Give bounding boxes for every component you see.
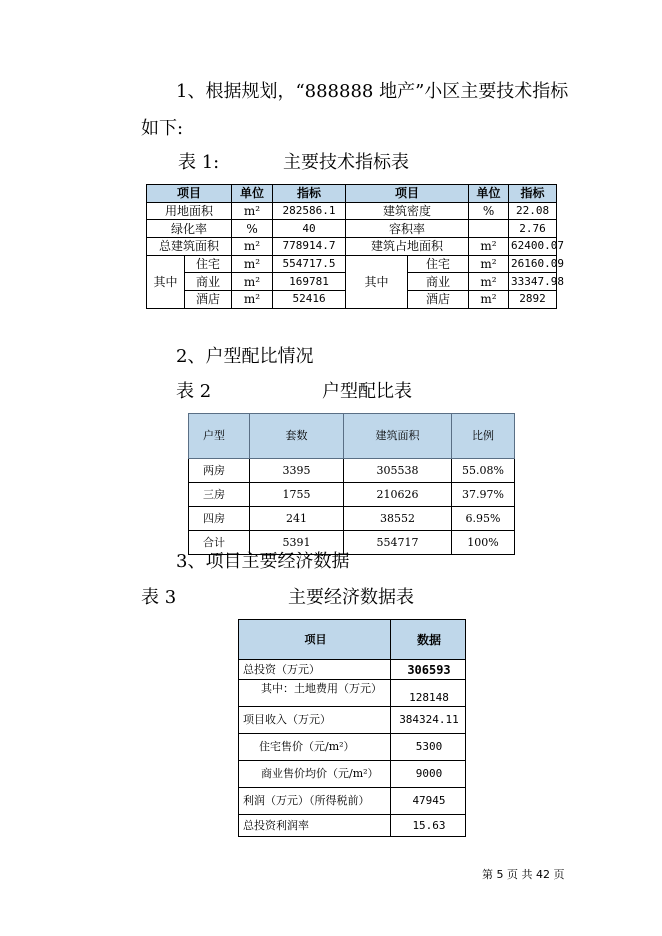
table-cell: 47945	[391, 788, 466, 815]
table-cell: 22.08	[509, 202, 557, 220]
technical-indicators-table	[146, 184, 564, 309]
table-header-cell: 建筑面积	[344, 414, 452, 459]
table-cell: 306593	[391, 660, 466, 680]
table-cell: 55.08%	[452, 459, 515, 483]
table-group-label: 其中	[346, 255, 408, 308]
intro-line-2: 如下:	[141, 118, 184, 139]
table-cell: 384324.11	[391, 707, 466, 734]
table-cell: 52416	[273, 291, 346, 309]
table2-label: 表 2	[176, 381, 212, 402]
table-cell: 40	[273, 220, 346, 238]
table-cell: 其中：土地费用（万元）	[239, 680, 391, 707]
table-cell: m²	[232, 273, 273, 291]
table-cell: m²	[232, 238, 273, 256]
table-cell: 1755	[250, 483, 344, 507]
table-cell: 四房	[189, 507, 250, 531]
table-cell: 3395	[250, 459, 344, 483]
table-row	[239, 815, 466, 837]
table-cell: 住宅售价（元/m²）	[239, 734, 391, 761]
table-cell: 总投资（万元）	[239, 660, 391, 680]
table-cell: 15.63	[391, 815, 466, 837]
table-cell: m²	[469, 238, 509, 256]
table-cell: m²	[232, 202, 273, 220]
table-row	[189, 507, 515, 531]
table-cell: m²	[469, 273, 509, 291]
table-cell: 305538	[344, 459, 452, 483]
table-cell: m²	[232, 291, 273, 309]
table-cell: 酒店	[185, 291, 232, 309]
table-cell: 建筑密度	[346, 202, 469, 220]
economic-data-table	[238, 619, 466, 837]
table-row	[147, 202, 557, 220]
table-group-label: 其中	[147, 255, 185, 308]
table-row	[189, 483, 515, 507]
page-footer: 第 5 页 共 42 页	[482, 868, 565, 881]
table-row	[147, 220, 557, 238]
table-row	[189, 459, 515, 483]
table-row	[239, 707, 466, 734]
table-cell: 169781	[273, 273, 346, 291]
table-cell: 总建筑面积	[147, 238, 232, 256]
table-row	[239, 761, 466, 788]
table-cell: 两房	[189, 459, 250, 483]
table-cell: m²	[469, 255, 509, 273]
table-cell: 37.97%	[452, 483, 515, 507]
table-cell: 合计	[189, 531, 250, 555]
table-row	[147, 238, 557, 256]
table-cell: 554717	[344, 531, 452, 555]
table-row	[239, 734, 466, 761]
table-header-cell: 套数	[250, 414, 344, 459]
table-cell	[469, 220, 509, 238]
table-header-cell: 指标	[509, 185, 557, 203]
table-cell: 用地面积	[147, 202, 232, 220]
table-cell: 554717.5	[273, 255, 346, 273]
table-cell: 6.95%	[452, 507, 515, 531]
table3-label: 表 3	[141, 587, 177, 608]
table-header-cell: 数据	[391, 620, 466, 660]
table2-header-row	[189, 414, 515, 459]
table-header-cell: 单位	[469, 185, 509, 203]
table1-header-row	[147, 185, 557, 203]
table-header-cell: 单位	[232, 185, 273, 203]
table-cell: %	[469, 202, 509, 220]
table-cell: 2.76	[509, 220, 557, 238]
table-header-cell: 项目	[239, 620, 391, 660]
table-cell: 282586.1	[273, 202, 346, 220]
section3-heading: 3、项目主要经济数据	[176, 551, 350, 572]
table-cell: 5391	[250, 531, 344, 555]
table1-label: 表 1:	[178, 152, 220, 173]
table-cell: 建筑占地面积	[346, 238, 469, 256]
table-cell: 26160.09	[509, 255, 557, 273]
table-cell: 210626	[344, 483, 452, 507]
table3-header-row	[239, 620, 466, 660]
table-cell: 241	[250, 507, 344, 531]
table-row	[147, 255, 557, 273]
table-header-cell: 项目	[147, 185, 232, 203]
table-cell: 38552	[344, 507, 452, 531]
table-header-cell: 项目	[346, 185, 469, 203]
table-header-cell: 户型	[189, 414, 250, 459]
table1-title: 主要技术指标表	[283, 152, 409, 173]
table-cell: 商业售价均价（元/m²）	[239, 761, 391, 788]
table-cell: %	[232, 220, 273, 238]
table-cell: 商业	[408, 273, 469, 291]
table-cell: 128148	[391, 680, 466, 707]
table-cell: 5300	[391, 734, 466, 761]
table-row	[239, 660, 466, 680]
table-row	[239, 788, 466, 815]
table-cell: 住宅	[185, 255, 232, 273]
table-header-cell: 比例	[452, 414, 515, 459]
unit-mix-table	[188, 413, 515, 555]
table-cell: 100%	[452, 531, 515, 555]
table-cell: 酒店	[408, 291, 469, 309]
table-header-cell: 指标	[273, 185, 346, 203]
table-cell: 商业	[185, 273, 232, 291]
table3-title: 主要经济数据表	[288, 587, 414, 608]
table-cell: m²	[469, 291, 509, 309]
table-cell: 容积率	[346, 220, 469, 238]
table-row	[239, 680, 466, 707]
table-cell: 三房	[189, 483, 250, 507]
table-cell: 住宅	[408, 255, 469, 273]
table-cell: 项目收入（万元）	[239, 707, 391, 734]
table-cell: 62400.07	[509, 238, 557, 256]
table-cell: 33347.98	[509, 273, 557, 291]
section2-heading: 2、户型配比情况	[176, 346, 314, 367]
table-cell: 绿化率	[147, 220, 232, 238]
table-cell: 9000	[391, 761, 466, 788]
table-cell: m²	[232, 255, 273, 273]
table-cell: 2892	[509, 291, 557, 309]
intro-line-1: 1、根据规划，“888888 地产”小区主要技术指标	[176, 81, 569, 102]
table-cell: 总投资利润率	[239, 815, 391, 837]
table-cell: 利润（万元）（所得税前）	[239, 788, 391, 815]
table-cell: 778914.7	[273, 238, 346, 256]
table2-title: 户型配比表	[322, 381, 412, 402]
